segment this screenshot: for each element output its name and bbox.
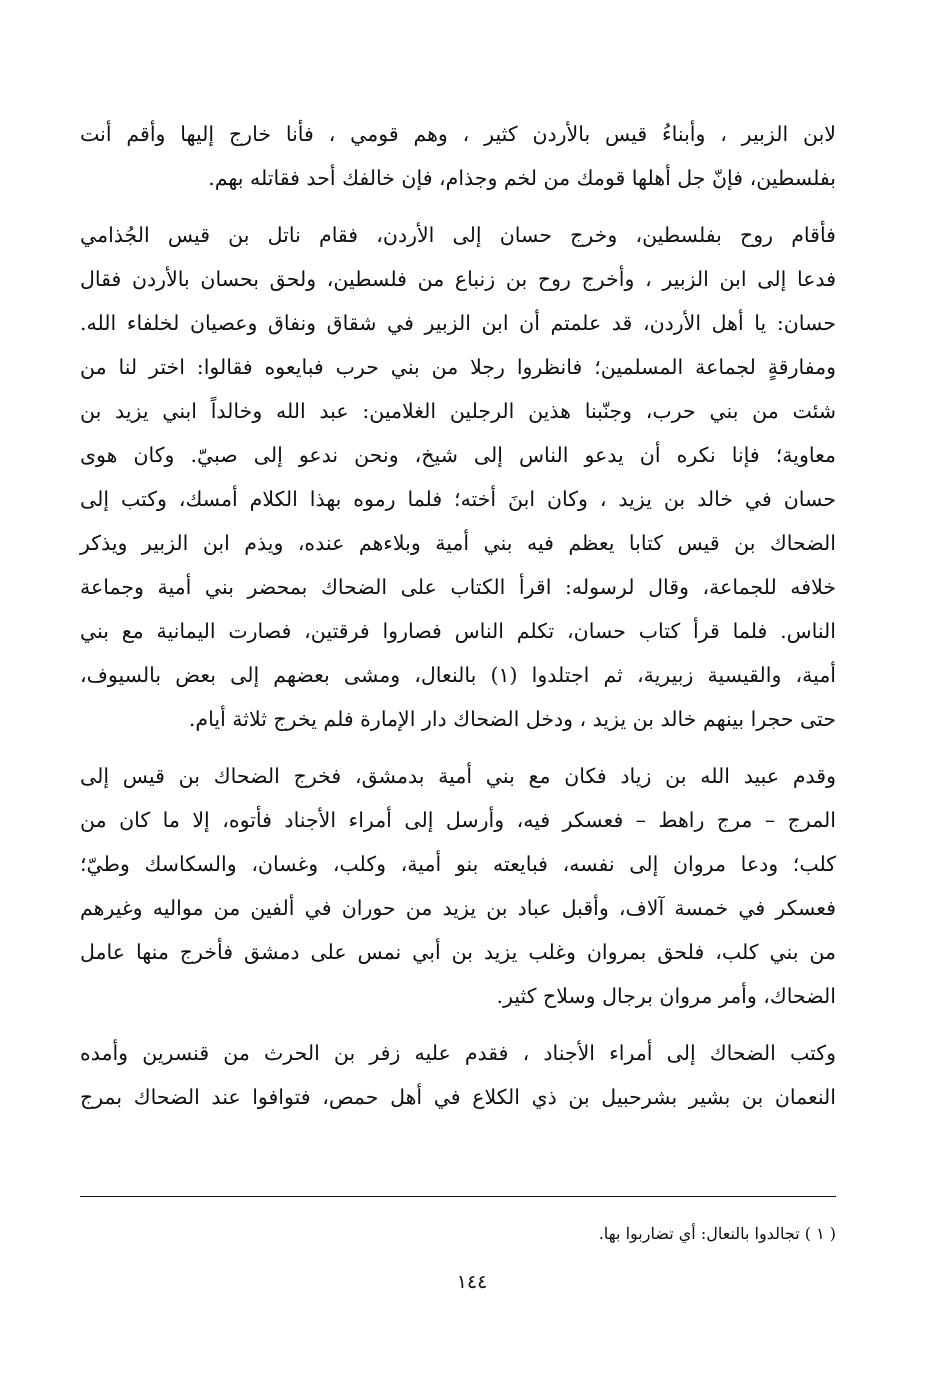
text-line: لابن الزبير ، وأبناءُ قيس بالأردن كثير ، وهم قومي ، فأنا خارج إليها وأقم أنت (80, 122, 836, 146)
text-line: فدعا إلى ابن الزبير ، وأخرج روح بن زنباع من فلسطين، ولحق بحسان بالأردن فقال (80, 267, 836, 291)
text-line: وكتب الضحاك إلى أمراء الأجناد ، فقدم عليه زفر بن الحرث من قنسرين وأمده (80, 1041, 836, 1065)
paragraph-4 (80, 1031, 836, 1119)
footnote: ( ١ ) تجالدوا بالنعال: أي تضاربوا بها. (598, 1224, 836, 1243)
text-line: النعمان بن بشير بشرحبيل بن ذي الكلاع في أهل حمص، فتوافوا عند الضحاك بمرج (80, 1085, 836, 1109)
text-line: معاوية؛ فإنا نكره أن يدعو الناس إلى شيخ، ونحن ندعو إلى صبيّ. وكان هوى (80, 443, 836, 467)
page-body (80, 112, 836, 1119)
text-line: أمية، والقيسية زبيرية، ثم اجتلدوا (١) بالنعال، ومشى بعضهم إلى بعض بالسيوف، (80, 663, 837, 687)
text-line: حتى حجرا بينهم خالد بن يزيد ، ودخل الضحاك دار الإمارة فلم يخرج ثلاثة أيام. (188, 707, 836, 731)
text-line: فأقام روح بفلسطين، وخرج حسان إلى الأردن، فقام ناتل بن قيس الجُذامي (80, 223, 836, 247)
text-line: خلافه للجماعة، وقال لرسوله: اقرأ الكتاب على الضحاك بمحضر بني أمية وجماعة (80, 575, 836, 599)
paragraph-3 (80, 754, 836, 1018)
text-line: الناس. فلما قرأ كتاب حسان، تكلم الناس فصاروا فرقتين، فصارت اليمانية مع بني (80, 619, 836, 643)
paragraph-2 (80, 213, 836, 741)
text-line: كلب؛ ودعا مروان إلى نفسه، فبايعته بنو أمية، وكلب، وغسان، والسكاسك وطيّ؛ (80, 852, 836, 876)
footnote-divider (80, 1196, 836, 1197)
text-line: ومفارقةٍ لجماعة المسلمين؛ فانظروا رجلا من بني حرب فبايعوه فقالوا: اختر لنا من (80, 355, 836, 379)
text-line: من بني كلب، فلحق بمروان وغلب يزيد بن أبي نمس على دمشق فأخرج منها عامل (80, 940, 836, 964)
text-line: شئت من بني حرب، وجنّبنا هذين الرجلين الغلامين: عبد الله وخالداً ابني يزيد بن (80, 399, 836, 423)
text-line: حسان في خالد بن يزيد ، وكان ابنَ أخته؛ فلما رموه بهذا الكلام أمسك، وكتب إلى (80, 487, 836, 511)
page-number: ١٤٤ (456, 1271, 488, 1293)
text-line: المرج – مرج راهط – فعسكر فيه، وأرسل إلى أمراء الأجناد فأتوه، إلا ما كان من (80, 808, 836, 832)
text-line: الضحاك، وأمر مروان برجال وسلاح كثير. (496, 984, 836, 1008)
text-line: بفلسطين، فإنّ جل أهلها قومك من لخم وجذام، فإن خالفك أحد فقاتله بهم. (208, 166, 836, 190)
text-line: فعسكر في خمسة آلاف، وأقبل عباد بن يزيد من حوران في ألفين من مواليه وغيرهم (80, 896, 836, 920)
text-line: الضحاك بن قيس كتابا يعظم فيه بني أمية وبلاءهم عنده، ويذم ابن الزبير ويذكر (80, 531, 836, 555)
text-line: حسان: يا أهل الأردن، قد علمتم أن ابن الزبير في شقاق ونفاق وعصيان لخلفاء الله. (80, 311, 836, 335)
paragraph-1 (80, 112, 836, 200)
text-line: وقدم عبيد الله بن زياد فكان مع بني أمية بدمشق، فخرج الضحاك بن قيس إلى (80, 764, 836, 788)
